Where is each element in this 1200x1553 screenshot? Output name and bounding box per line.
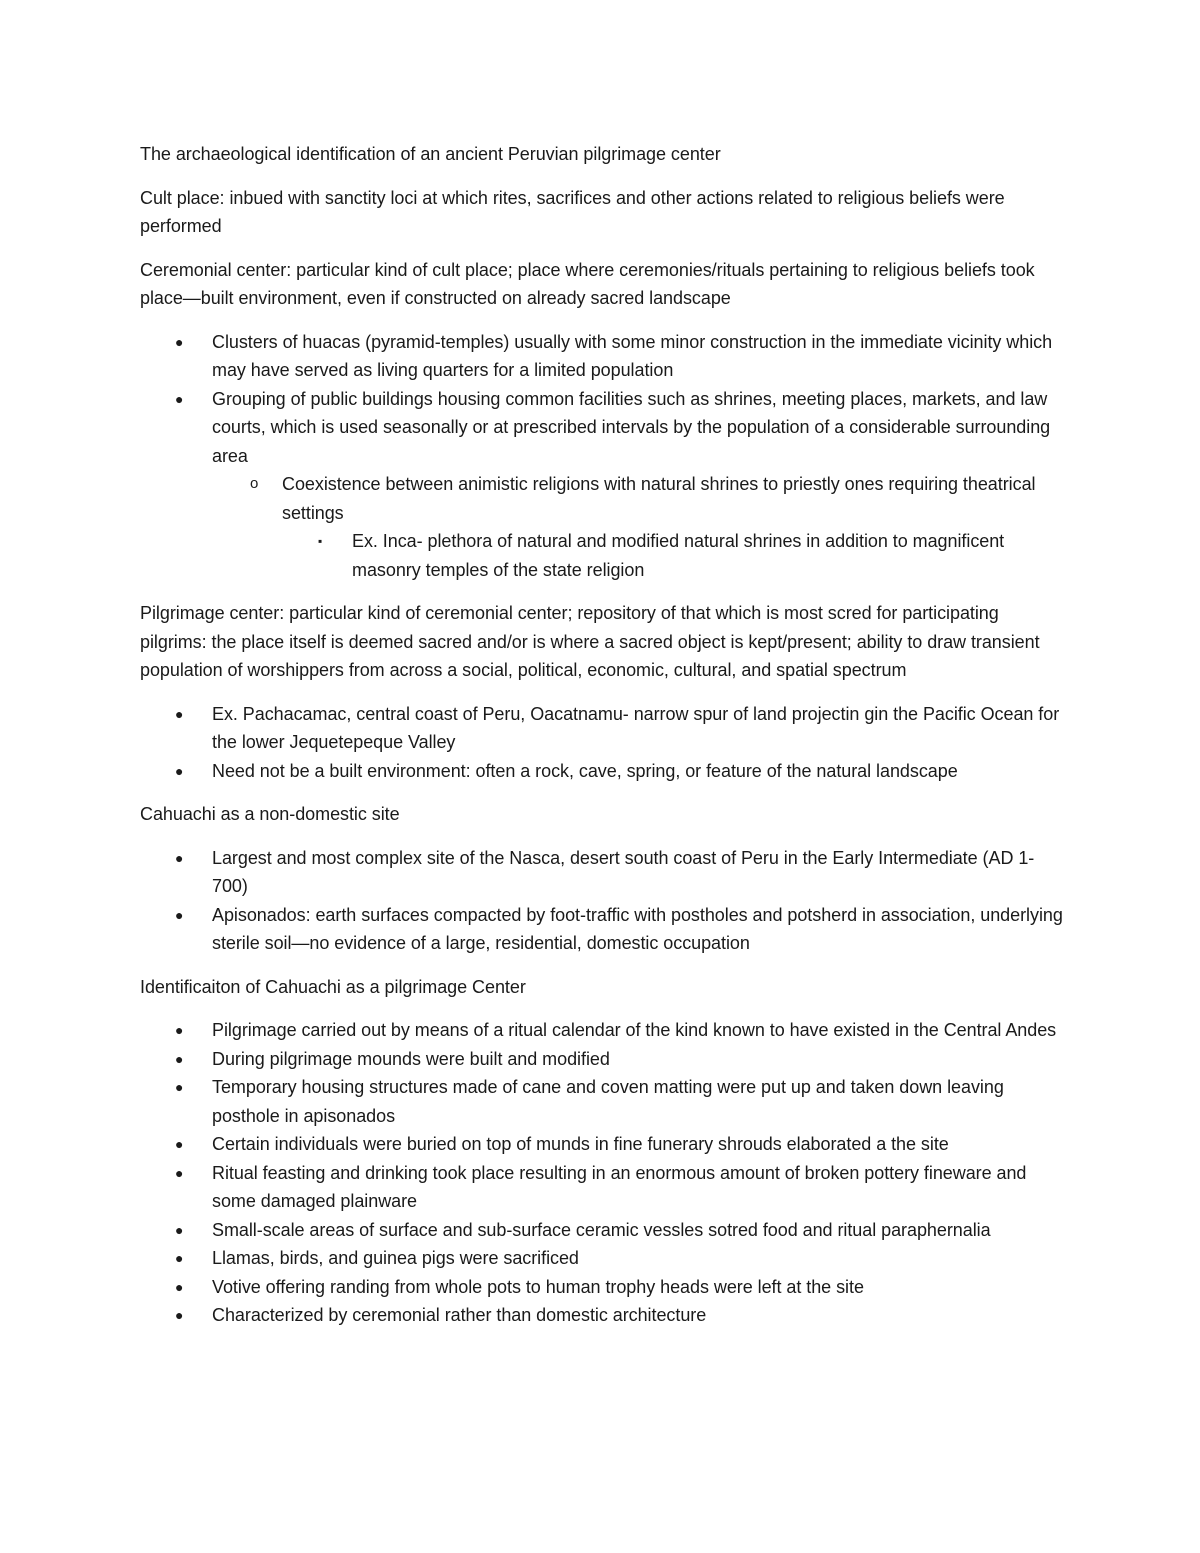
- list-item: [175, 1130, 1065, 1159]
- list-item-text: Ex. Pachacamac, central coast of Peru, Oacatnamu- narrow spur of land projectin gin the Pacific Ocean for the lower Jequetepeque Valley: [212, 703, 1060, 752]
- list-item-text: Small-scale areas of surface and sub-surface ceramic vessles sotred food and ritual paraphernalia: [212, 1219, 991, 1240]
- nested-list: [212, 470, 1065, 584]
- nondomestic-list: [140, 844, 1065, 958]
- list-item-text: Temporary housing structures made of cane and coven matting were put up and taken down leaving posthole in apisonados: [212, 1077, 1004, 1126]
- list-item-text: Clusters of huacas (pyramid-temples) usually with some minor construction in the immediate vicinity which may have served as living quarters for a limited population: [212, 331, 1053, 380]
- list-item: [175, 1301, 1065, 1330]
- list-item-text: Largest and most complex site of the Nasca, desert south coast of Peru in the Early Intermediate (AD 1-700): [212, 847, 1035, 896]
- pilgrimage-identification-list: [140, 1016, 1065, 1330]
- list-item-text: Pilgrimage carried out by means of a ritual calendar of the kind known to have existed in the Central Andes: [212, 1020, 1057, 1040]
- list-item: [175, 1216, 1065, 1245]
- nested-list: [282, 527, 1065, 584]
- list-item: [175, 328, 1065, 385]
- list-item: [175, 1159, 1065, 1216]
- list-item-text: Votive offering randing from whole pots to human trophy heads were left at the site: [212, 1276, 864, 1297]
- list-item-text: Grouping of public buildings housing common facilities such as shrines, meeting places, markets, and law courts, which is used seasonally or at prescribed intervals by the population of a considerable surrounding area: [212, 388, 1051, 466]
- bullet-icon: ●: [175, 333, 184, 350]
- bullet-icon: ●: [175, 1079, 184, 1095]
- list-item: [175, 844, 1065, 901]
- section-heading: Identificaiton of Cahuachi as a pilgrimage Center: [140, 976, 526, 997]
- bullet-icon: ●: [175, 390, 184, 407]
- list-item-text: Characterized by ceremonial rather than domestic architecture: [212, 1305, 707, 1325]
- ceremonial-center-definition: Ceremonial center: particular kind of cult place; place where ceremonies/rituals pertaining to religious beliefs took place—built environment, even if constructed on already sacred landscape: [140, 259, 1035, 308]
- list-item-text: Apisonados: earth surfaces compacted by foot-traffic with postholes and potsherd in association, underlying sterile soil—no evidence of a large, residential, domestic occupation: [212, 904, 1063, 953]
- list-item: [175, 1273, 1065, 1302]
- document-page: [140, 140, 1065, 1345]
- bullet-icon: ●: [175, 1221, 184, 1238]
- bullet-icon: ●: [175, 1278, 184, 1295]
- section-heading: Cahuachi as a non-domestic site: [140, 804, 400, 824]
- list-item-text: Need not be a built environment: often a rock, cave, spring, or feature of the natural landscape: [212, 760, 958, 781]
- bullet-icon: ●: [175, 1136, 184, 1152]
- bullet-icon: ●: [175, 849, 184, 866]
- list-item: [175, 1073, 1065, 1130]
- list-item-text: Llamas, birds, and guinea pigs were sacrificed: [212, 1248, 579, 1268]
- list-item: [175, 901, 1065, 958]
- bullet-icon: ●: [175, 1250, 184, 1266]
- list-item-text: During pilgrimage mounds were built and modified: [212, 1048, 610, 1069]
- list-item-text: Coexistence between animistic religions with natural shrines to priestly ones requiring theatrical settings: [282, 474, 1036, 523]
- list-item-text: Certain individuals were buried on top of munds in fine funerary shrouds elaborated a the site: [212, 1134, 949, 1154]
- square-bullet-icon: ▪: [318, 534, 323, 548]
- pilgrimage-center-definition: Pilgrimage center: particular kind of ceremonial center; repository of that which is most scred for participating pilgrims: the place itself is deemed sacred and/or is where a sacred object is kept/present; ability to draw transient population of worshippers from across a social, political, economic, cultural, and spatial spectrum: [140, 603, 1040, 680]
- list-item: [175, 1016, 1065, 1045]
- list-item: [175, 757, 1065, 786]
- list-item-text: Ritual feasting and drinking took place resulting in an enormous amount of broken pottery fineware and some damaged plainware: [212, 1162, 1027, 1211]
- list-item-text: Ex. Inca- plethora of natural and modified natural shrines in addition to magnificent masonry temples of the state religion: [352, 531, 1005, 580]
- bullet-icon: ●: [175, 906, 184, 923]
- list-item: [175, 1045, 1065, 1074]
- list-item: [175, 385, 1065, 585]
- list-item: [250, 470, 1065, 584]
- bullet-icon: ●: [175, 1307, 184, 1323]
- circle-bullet-icon: o: [250, 475, 259, 492]
- bullet-icon: ●: [175, 762, 184, 779]
- list-item: [318, 527, 1065, 584]
- cult-place-definition: Cult place: inbued with sanctity loci at which rites, sacrifices and other actions related to religious beliefs were performed: [140, 187, 1005, 236]
- ceremonial-center-list: [140, 328, 1065, 585]
- bullet-icon: ●: [175, 1164, 184, 1181]
- document-title: The archaeological identification of an ancient Peruvian pilgrimage center: [140, 144, 721, 164]
- list-item: [175, 700, 1065, 757]
- list-item: [175, 1244, 1065, 1273]
- bullet-icon: ●: [175, 1022, 184, 1038]
- pilgrimage-center-list: [140, 700, 1065, 786]
- bullet-icon: ●: [175, 1050, 184, 1067]
- bullet-icon: ●: [175, 705, 184, 722]
